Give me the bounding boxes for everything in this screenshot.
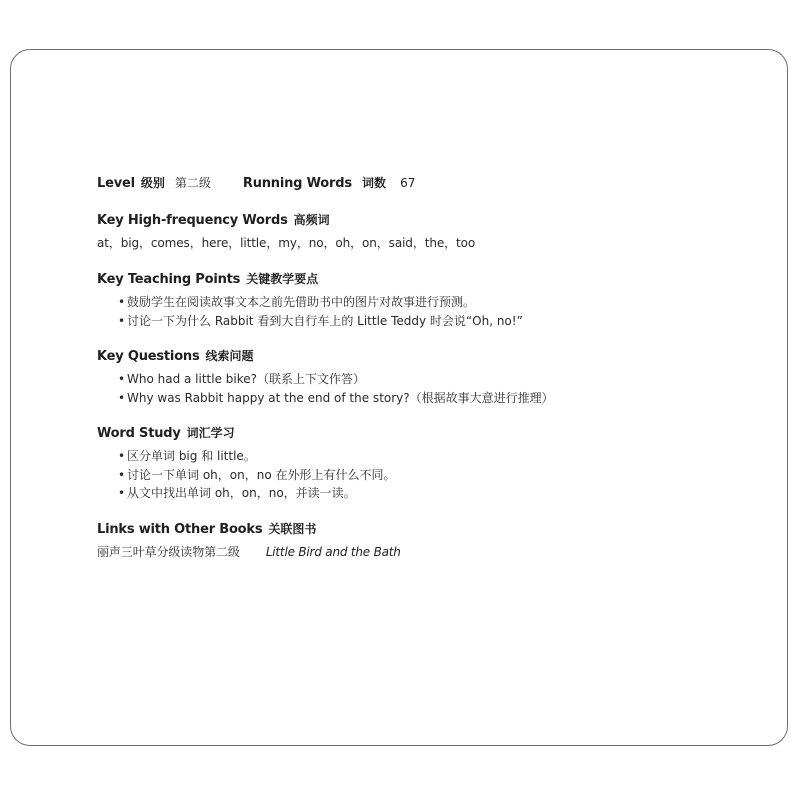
key-questions-title-cn: 线索问题	[205, 349, 254, 363]
section-heading	[97, 347, 737, 366]
list-item-text: Why was Rabbit happy at the end of the story?（根据故事大意进行推理）	[127, 390, 554, 405]
bullet-icon: •	[118, 295, 126, 309]
key-questions-title: Key Questions	[97, 349, 200, 364]
section-heading	[97, 211, 737, 230]
section-heading	[97, 424, 737, 443]
teaching-points-section	[97, 270, 737, 330]
linked-book-title: Little Bird and the Bath	[265, 544, 401, 559]
word-study-title-cn: 词汇学习	[186, 426, 235, 440]
running-words-group	[243, 174, 416, 191]
bullet-icon: •	[118, 313, 126, 328]
bullet-icon: •	[118, 390, 126, 405]
links-title: Links with Other Books	[97, 521, 263, 537]
list-item	[118, 447, 737, 466]
links-title-cn: 关联图书	[268, 521, 317, 536]
word-study-list	[97, 447, 737, 503]
high-frequency-section	[97, 211, 737, 253]
level-row	[97, 174, 737, 194]
high-frequency-title: Key High-frequency Words	[97, 213, 288, 228]
level-label: Level	[97, 176, 135, 191]
teaching-points-title: Key Teaching Points	[97, 272, 241, 287]
key-questions-list	[97, 370, 737, 407]
list-item-text: 从文中找出单词 oh，on，no，并读一读。	[127, 486, 356, 500]
teaching-points-title-cn: 关键教学要点	[246, 272, 319, 286]
bullet-icon: •	[118, 467, 126, 482]
level-label-cn: 级别	[140, 176, 165, 190]
list-item-text: 讨论一下为什么 Rabbit 看到大自行车上的 Little Teddy 时会说“Oh, no!”	[127, 313, 523, 328]
list-item-text: Who had a little bike?（联系上下文作答）	[127, 372, 366, 386]
section-heading	[97, 270, 737, 289]
level-value: 第二级	[174, 176, 211, 190]
bullet-icon: •	[118, 372, 126, 386]
section-heading	[97, 520, 737, 539]
lesson-info	[97, 174, 737, 562]
list-item-text: 鼓励学生在阅读故事文本之前先借助书中的图片对故事进行预测。	[127, 295, 476, 309]
bullet-icon: •	[118, 449, 126, 463]
word-study-title: Word Study	[97, 426, 181, 441]
list-item	[118, 293, 737, 312]
list-item	[118, 312, 737, 331]
list-item	[118, 466, 737, 485]
running-words-label-cn: 词数	[362, 176, 387, 190]
high-frequency-words: at，big，comes，here，little，my，no，oh，on，said，the，too	[97, 236, 476, 250]
list-item	[118, 370, 737, 389]
series-name: 丽声三叶草分级读物第二级	[97, 544, 240, 559]
running-words-label: Running Words	[242, 176, 352, 191]
word-study-section	[97, 424, 737, 503]
running-words-value: 67	[400, 176, 416, 190]
list-item	[118, 389, 737, 408]
bullet-icon: •	[118, 486, 126, 500]
list-item	[118, 484, 737, 503]
linked-book-row	[97, 543, 737, 562]
key-questions-section	[97, 347, 737, 407]
list-item-text: 区分单词 big 和 little。	[127, 449, 256, 463]
links-section	[97, 520, 737, 562]
teaching-points-list	[97, 293, 737, 330]
list-item-text: 讨论一下单词 oh，on，no 在外形上有什么不同。	[127, 467, 396, 482]
high-frequency-title-cn: 高频词	[293, 213, 330, 227]
